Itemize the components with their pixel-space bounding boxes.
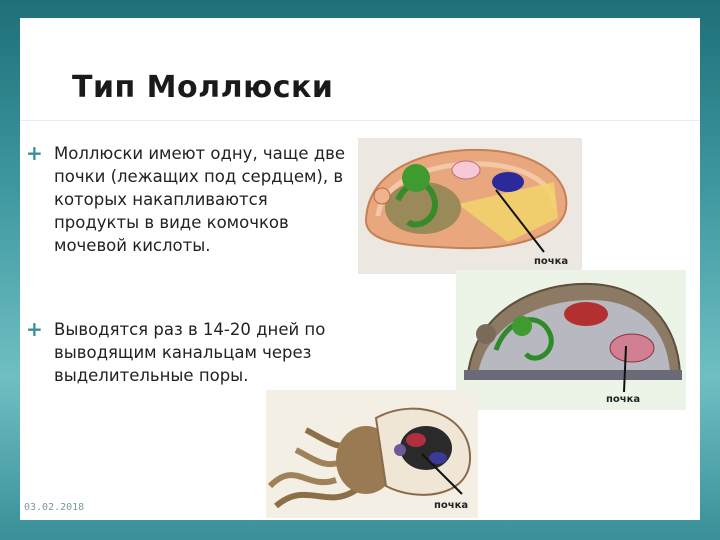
bivalve-anatomy-image (358, 138, 582, 274)
bullet-item-2 (26, 318, 356, 387)
plus-bullet-icon: + (26, 141, 43, 165)
octopus-anatomy-image (266, 390, 478, 518)
bullet-text: Выводятся раз в 14-20 дней по выводящим канальцам через выделительные поры. (54, 320, 326, 385)
kidney-label: почка (534, 256, 569, 267)
kidney-label: почка (434, 500, 469, 511)
slide-date: 03.02.2018 (24, 502, 85, 513)
bullet-text: Моллюски имеют одну, чаще две почки (лежащих под сердцем), в которых накапливаются продукты в виде комочков мочевой кислоты. (54, 144, 346, 255)
kidney-label: почка (606, 394, 641, 405)
page-title: Тип Моллюски (72, 70, 334, 105)
title-band (20, 18, 700, 121)
gastropod-anatomy-image (456, 270, 686, 410)
bullet-item-1 (26, 142, 356, 257)
plus-bullet-icon: + (26, 317, 43, 341)
slide (20, 18, 700, 520)
